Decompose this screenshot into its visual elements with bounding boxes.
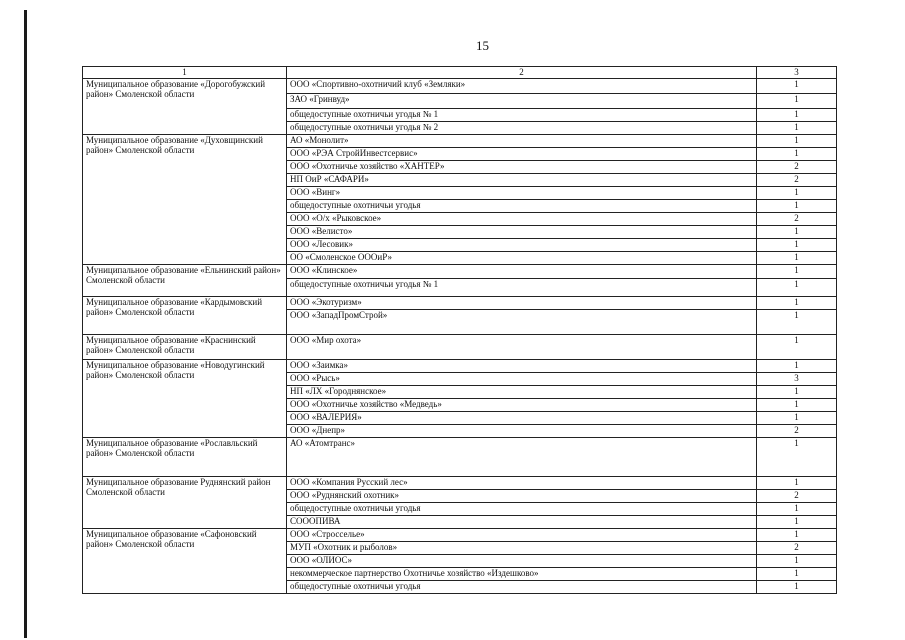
count-cell: 1 bbox=[757, 278, 837, 296]
count-cell: 2 bbox=[757, 424, 837, 437]
count-cell: 1 bbox=[757, 78, 837, 93]
table-row bbox=[83, 528, 837, 541]
land-user-cell: ООО «Руднянский охотник» bbox=[287, 489, 757, 502]
land-user-cell: ООО «Лесовик» bbox=[287, 238, 757, 251]
count-cell: 2 bbox=[757, 212, 837, 225]
table-row bbox=[83, 296, 837, 309]
land-user-cell: общедоступные охотничьи угодья bbox=[287, 199, 757, 212]
municipality-cell: Муниципальное образование «Новодугинский район» Смоленской области bbox=[83, 359, 287, 437]
table-row bbox=[83, 437, 837, 476]
land-user-cell: ООО «О/х «Рыковское» bbox=[287, 212, 757, 225]
land-user-cell: СОООПИВА bbox=[287, 515, 757, 528]
count-cell: 1 bbox=[757, 225, 837, 238]
count-cell: 1 bbox=[757, 515, 837, 528]
count-cell: 1 bbox=[757, 567, 837, 580]
table-row bbox=[83, 334, 837, 359]
municipality-cell: Муниципальное образование «Краснинский район» Смоленской области bbox=[83, 334, 287, 359]
land-user-cell: ЗАО «Гринвуд» bbox=[287, 93, 757, 108]
count-cell: 1 bbox=[757, 121, 837, 134]
count-cell: 2 bbox=[757, 541, 837, 554]
table-row bbox=[83, 134, 837, 147]
land-user-cell: общедоступные охотничьи угодья bbox=[287, 502, 757, 515]
count-cell: 2 bbox=[757, 489, 837, 502]
municipality-cell: Муниципальное образование «Духовщинский район» Смоленской области bbox=[83, 134, 287, 264]
count-cell: 1 bbox=[757, 411, 837, 424]
count-cell: 1 bbox=[757, 238, 837, 251]
count-cell: 1 bbox=[757, 398, 837, 411]
table-row bbox=[83, 359, 837, 372]
municipality-cell: Муниципальное образование «Сафоновский район» Смоленской области bbox=[83, 528, 287, 593]
land-user-cell: МУП «Охотник и рыболов» bbox=[287, 541, 757, 554]
land-user-cell: ООО «Компания Русский лес» bbox=[287, 476, 757, 489]
land-user-cell: ООО «РЭА СтройИнвестсервис» bbox=[287, 147, 757, 160]
land-user-cell: НП «ЛХ «Городнянское» bbox=[287, 385, 757, 398]
count-cell: 1 bbox=[757, 264, 837, 278]
count-cell: 1 bbox=[757, 251, 837, 264]
land-user-cell: общедоступные охотничьи угодья bbox=[287, 580, 757, 593]
table-row bbox=[83, 476, 837, 489]
land-user-cell: ООО «Рысь» bbox=[287, 372, 757, 385]
count-cell: 2 bbox=[757, 173, 837, 186]
count-cell: 1 bbox=[757, 554, 837, 567]
land-user-cell: ООО «Стросселье» bbox=[287, 528, 757, 541]
land-user-cell: общедоступные охотничьи угодья № 1 bbox=[287, 278, 757, 296]
header-cell: 3 bbox=[757, 67, 837, 79]
table-row bbox=[83, 264, 837, 278]
count-cell: 1 bbox=[757, 309, 837, 334]
municipality-cell: Муниципальное образование Руднянский район Смоленской области bbox=[83, 476, 287, 528]
land-user-cell: некоммерческое партнерство Охотничье хозяйство «Издешково» bbox=[287, 567, 757, 580]
count-cell: 1 bbox=[757, 134, 837, 147]
count-cell: 1 bbox=[757, 334, 837, 359]
table-header-row bbox=[83, 67, 837, 79]
count-cell: 1 bbox=[757, 199, 837, 212]
land-user-cell: НП ОиР «САФАРИ» bbox=[287, 173, 757, 186]
land-user-cell: ООО «Днепр» bbox=[287, 424, 757, 437]
page-margin-rule bbox=[24, 10, 27, 638]
count-cell: 1 bbox=[757, 437, 837, 476]
count-cell: 1 bbox=[757, 359, 837, 372]
table-row bbox=[83, 78, 837, 93]
count-cell: 3 bbox=[757, 372, 837, 385]
land-user-cell: ООО «Охотничье хозяйство «Медведь» bbox=[287, 398, 757, 411]
count-cell: 1 bbox=[757, 580, 837, 593]
land-user-cell: ООО «Велисто» bbox=[287, 225, 757, 238]
land-user-cell: ООО «ВАЛЕРИЯ» bbox=[287, 411, 757, 424]
count-cell: 2 bbox=[757, 160, 837, 173]
land-user-cell: АО «Монолит» bbox=[287, 134, 757, 147]
land-user-cell: ООО «Охотничье хозяйство «ХАНТЕР» bbox=[287, 160, 757, 173]
land-user-cell: ООО «Клинское» bbox=[287, 264, 757, 278]
municipality-cell: Муниципальное образование «Ельнинский район» Смоленской области bbox=[83, 264, 287, 296]
page-number: 15 bbox=[476, 38, 489, 53]
header-cell: 2 bbox=[287, 67, 757, 79]
land-user-cell: ООО «ЗападПромСтрой» bbox=[287, 309, 757, 334]
count-cell: 1 bbox=[757, 147, 837, 160]
land-user-cell: общедоступные охотничьи угодья № 2 bbox=[287, 121, 757, 134]
land-user-cell: ООО «Спортивно-охотничий клуб «Земляки» bbox=[287, 78, 757, 93]
land-user-cell: ООО «Мир охота» bbox=[287, 334, 757, 359]
land-user-cell: общедоступные охотничьи угодья № 1 bbox=[287, 108, 757, 121]
count-cell: 1 bbox=[757, 186, 837, 199]
count-cell: 1 bbox=[757, 502, 837, 515]
count-cell: 1 bbox=[757, 476, 837, 489]
land-user-cell: ООО «Заимка» bbox=[287, 359, 757, 372]
land-user-cell: АО «Атомтранс» bbox=[287, 437, 757, 476]
header-cell: 1 bbox=[83, 67, 287, 79]
land-user-cell: ООО «ОЛИОС» bbox=[287, 554, 757, 567]
municipality-cell: Муниципальное образование «Дорогобужский район» Смоленской области bbox=[83, 78, 287, 134]
land-user-cell: ОО «Смоленское ОООиР» bbox=[287, 251, 757, 264]
count-cell: 1 bbox=[757, 528, 837, 541]
count-cell: 1 bbox=[757, 296, 837, 309]
municipality-cell: Муниципальное образование «Рославльский район» Смоленской области bbox=[83, 437, 287, 476]
hunting-grounds-table bbox=[82, 66, 837, 594]
land-user-cell: ООО «Винг» bbox=[287, 186, 757, 199]
count-cell: 1 bbox=[757, 93, 837, 108]
count-cell: 1 bbox=[757, 108, 837, 121]
land-user-cell: ООО «Экотуризм» bbox=[287, 296, 757, 309]
municipality-cell: Муниципальное образование «Кардымовский район» Смоленской области bbox=[83, 296, 287, 334]
count-cell: 1 bbox=[757, 385, 837, 398]
